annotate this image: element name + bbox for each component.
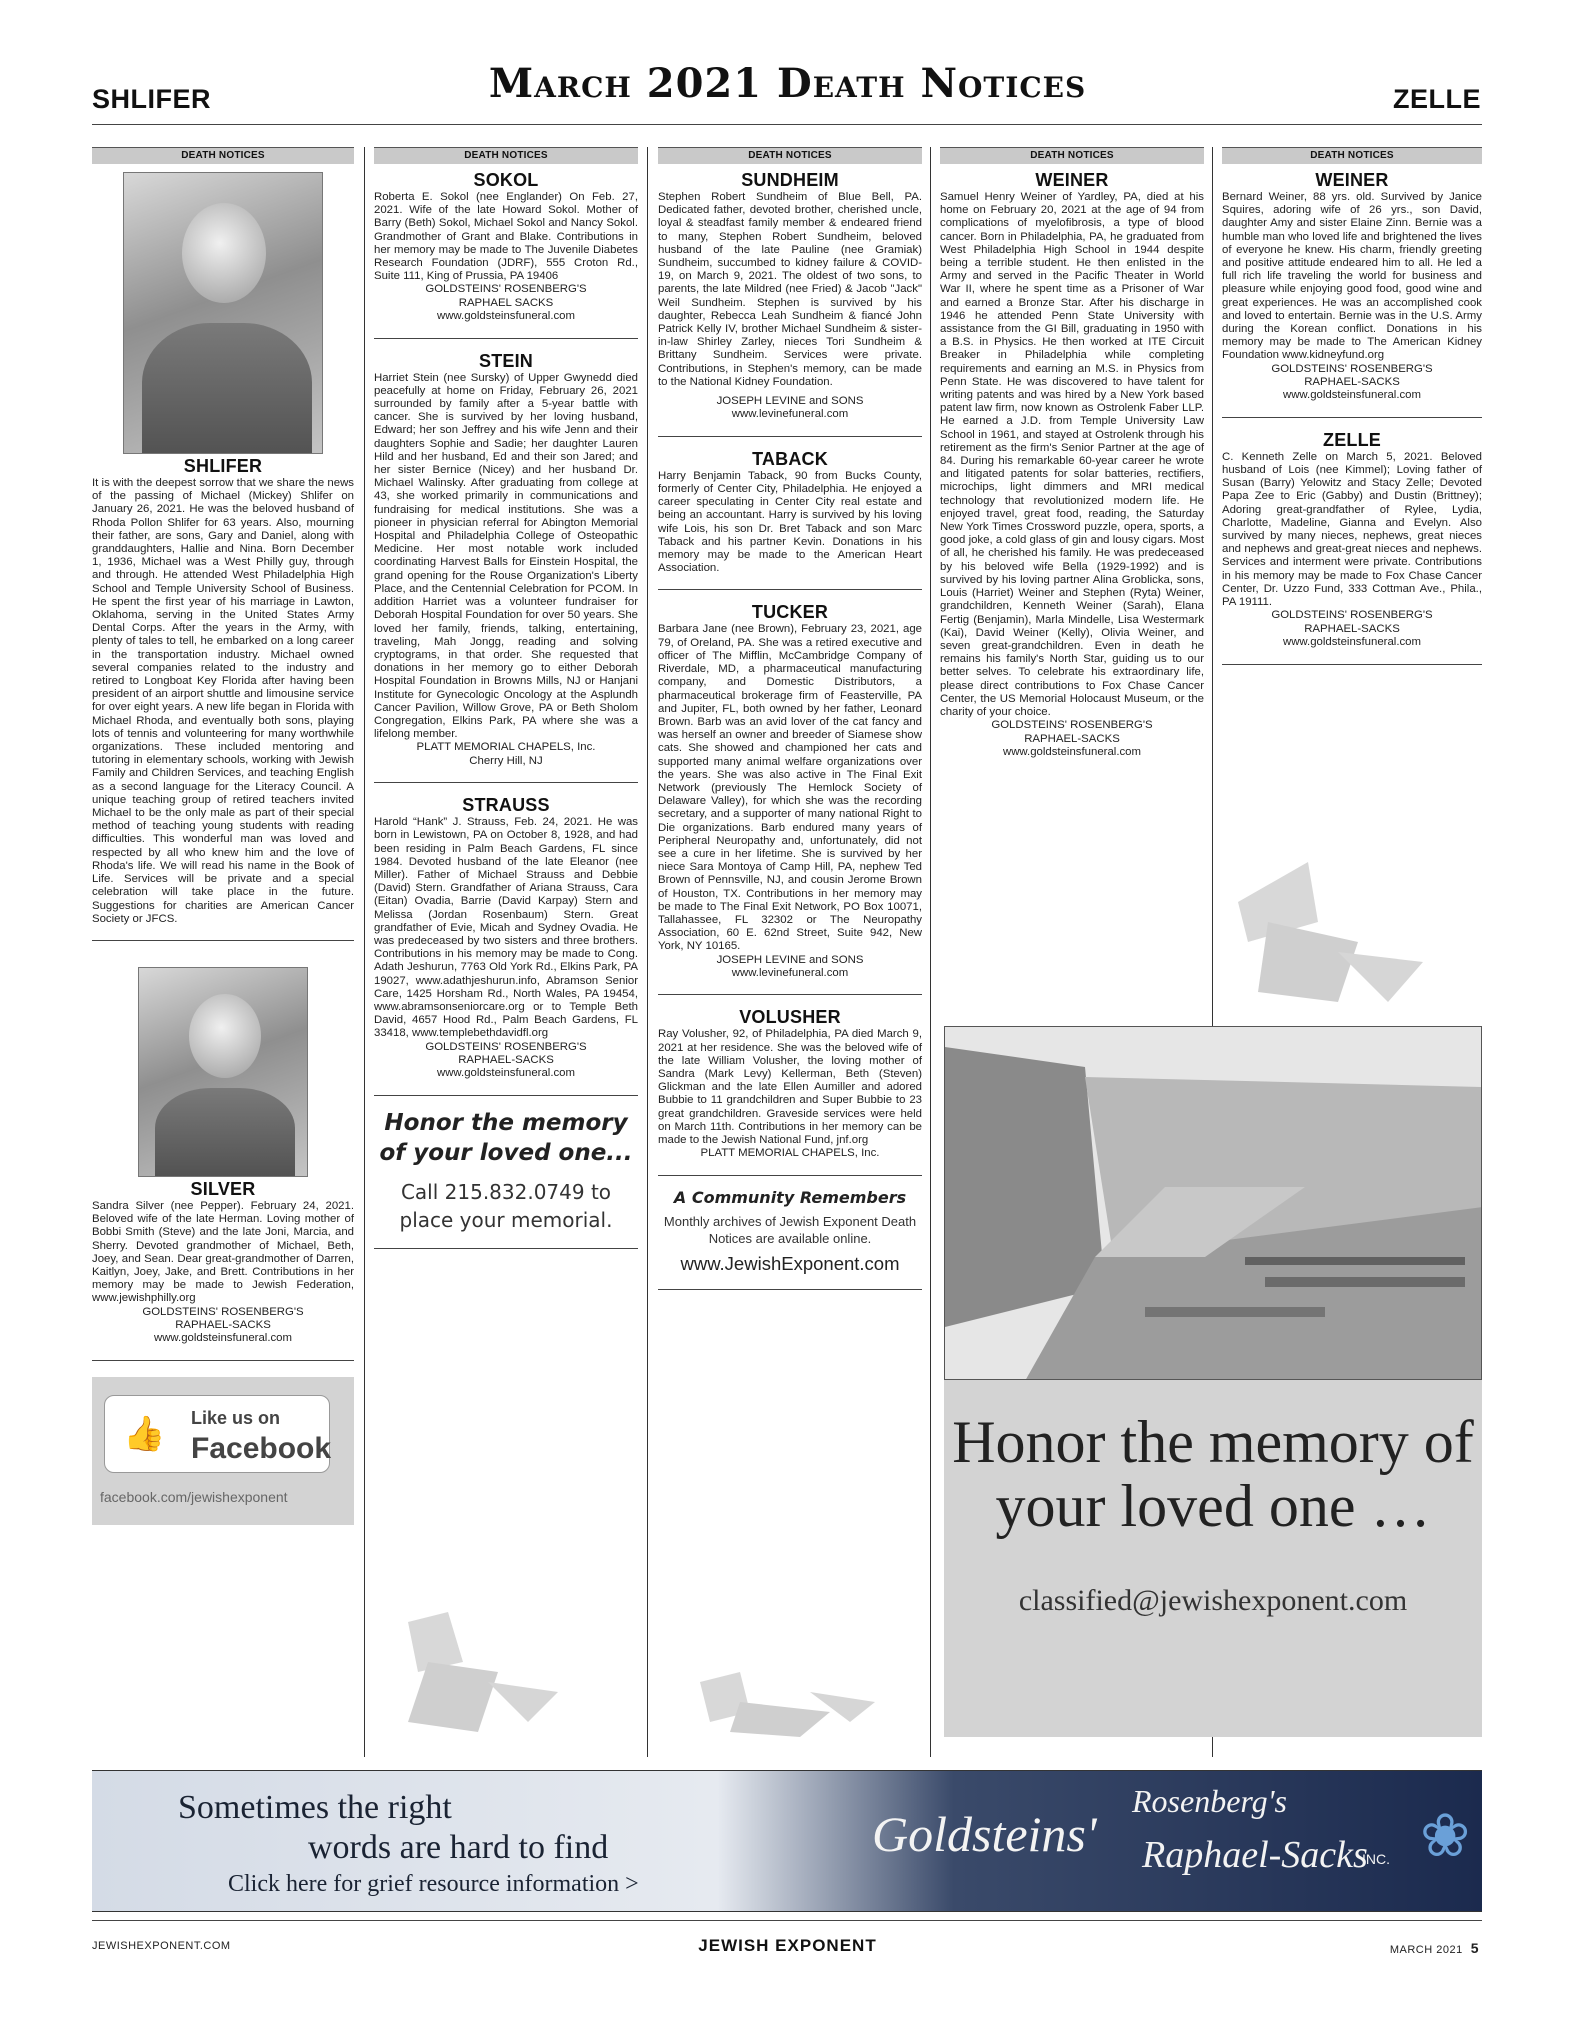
banner-logo-raphael-sacks: Raphael-Sacks: [1142, 1834, 1368, 1876]
memorial-ad-small[interactable]: [374, 1108, 638, 1234]
banner-line2: words are hard to find: [308, 1829, 609, 1866]
notice-body: Barbara Jane (nee Brown), February 23, 2021, age 79, of Oreland, PA. She was a retired executive and officer of The Mifflin, McCambridge Company of Riverdale, MD, a pharmaceutical manufacturing company, and Domestic Distributors, a pharmaceutical brokerage firm of Feasterville, PA and Jupiter, FL, both owned by her father, Leonard Brown. Barb was an avid lover of the cat fancy and was herself an owner and breeder of Siamese show cats. She showed and championed her cats and supported many animal welfare organizations over the years. She was also active in The Final Exit Network (previously The Hemlock Society of Delaware Valley), for which she was the recording secretary, and a supporter of many national Right to Die organizations. Barb endured many years of Peripheral Neuropathy and, unfortunately, did not see a cure in her lifetime. She is survived by her niece Sara Montoya of Camp Hill, PA, nephew Ted Brown of Pennsville, NJ, and cousin Jerome Brown of Houston, TX. Contributions in her memory may be made to The Final Exit Network, PO Box 10071, Tallahassee, FL 32302 or The Neuropathy Association, 60 E. 62nd Street, Suite 942, New York, NY 10165.: [658, 623, 922, 953]
funeral-home-link[interactable]: www.levinefuneral.com: [731, 408, 849, 421]
star-of-david-icon: [388, 1612, 568, 1752]
memorial-ad-call: Call 215.832.0749 to place your memorial.: [399, 1179, 613, 1232]
thumbs-up-icon: 👍: [123, 1414, 166, 1453]
funeral-home-link[interactable]: www.goldsteinsfuneral.com: [1282, 636, 1422, 649]
funeral-home-line: GOLDSTEINS' ROSENBERG'S: [991, 719, 1153, 732]
notice-name: STRAUSS: [462, 795, 550, 816]
memorial-ad-headline: Honor the memory of your loved one...: [379, 1109, 633, 1166]
funeral-home-link[interactable]: www.goldsteinsfuneral.com: [1002, 745, 1142, 758]
divider: [1222, 417, 1482, 418]
footer-website[interactable]: JEWISHEXPONENT.COM: [92, 1940, 231, 1952]
funeral-home-line: RAPHAEL SACKS: [458, 296, 554, 309]
column-divider: [647, 147, 648, 1757]
footer-rule: [92, 1920, 1482, 1921]
notice-body: Harry Benjamin Taback, 90 from Bucks County, formerly of Center City, Philadelphia. He enjoyed a career speculating in Center City real estate and being an accountant. Harry is survived by his loving wife Lois, his son Dr. Bret Taback and son Marc Taback and his partner Kevin. Donations in his memory may be made to the American Heart Association.: [658, 469, 922, 575]
page-number: 5: [1470, 1940, 1479, 1956]
running-head-right: ZELLE: [1393, 84, 1481, 114]
funeral-home-line: RAPHAEL-SACKS: [1304, 622, 1400, 635]
funeral-home-link[interactable]: www.goldsteinsfuneral.com: [436, 310, 576, 323]
memorial-ad-large[interactable]: [944, 1380, 1482, 1737]
divider: [658, 994, 922, 995]
notice-body: C. Kenneth Zelle on March 5, 2021. Beloved husband of Lois (nee Kimmel); Loving father of Susan (Barry) Yelowitz and Stacy Zelle; Devoted Papa Zee to Eric (Gabby) and Dustin (Brittney); Adoring great-grandfather of Rylee, Lydia, Charlotte, Madeline, Gianna and Evelyn. Also survived by many nieces, nephews, great nieces and nephews and great-great nieces and nephews. Services and interment were private. Contributions in his memory may be made to Fox Chase Cancer Center, Dr. Uzzo Fund, 333 Cottman Ave., Phila., PA 19111.: [1222, 450, 1482, 609]
notice-name: WEINER: [1035, 170, 1109, 190]
portrait-photo-shlifer: [123, 172, 323, 454]
notice-body: Ray Volusher, 92, of Philadelphia, PA died March 9, 2021 at her residence. She was the beloved wife of the late William Volusher, the loving mother of Sandra (Mark Levy) Kellerman, Beth (Steven) Glickman and the late Ellen Aumiller and adored Bubbie to 11 grandchildren and Super Bubbie to 23 great grandchildren. Graveside services were held on March 11th. Contributions in her memory can be made to the Jewish National Fund, jnf.org: [658, 1028, 922, 1146]
funeral-home-link[interactable]: www.levinefuneral.com: [731, 966, 849, 979]
notice-body: Harold “Hank” J. Strauss, Feb. 24, 2021. He was born in Lewistown, PA on October 8, 1928, and had been residing in Palm Beach Gardens, FL since 1984. Devoted husband of the late Eleanor (nee Miller). Father of Michael Strauss and Debbie (David) Stern. Grandfather of Ariana Strauss, Cara (Eitan) Ovadia, Barrie (David Karpay) Stern and Melissa (Jordan Rosenbaum) Stern. Great grandfather of Evie, Micah and Sydney Ovadia. He was predeceased by two sisters and three brothers. Contributions in his memory may be made to Cong. Adath Jeshurun, 7763 Old York Rd., Elkins Park, PA 19027, www.adathjeshurun.info, Abramson Senior Care, 1425 Horsham Rd., North Wales, PA 19454, www.abramsonseniorcare.org or to Temple Beth David, 4657 Hood Rd., Palm Beach Gardens, FL 33418, www.templebethdavidfl.org: [374, 816, 638, 1040]
classified-email[interactable]: classified@jewishexponent.com: [1018, 1584, 1408, 1617]
community-ad-url[interactable]: www.JewishExponent.com: [680, 1252, 900, 1274]
funeral-home-line: RAPHAEL-SACKS: [458, 1054, 554, 1066]
notice-name: SUNDHEIM: [741, 170, 839, 190]
star-of-david-icon: [1228, 862, 1428, 1012]
funeral-home-line: GOLDSTEINS' ROSENBERG'S: [1271, 609, 1433, 622]
notice-body: Bernard Weiner, 88 yrs. old. Survived by Janice Squires, adoring wife of 26 yrs., son David, daughter Amy and sister Elaine Zinn. Bernie was a humble man who loved life and brightened the lives of everyone he knew. His charm, friendly greeting and positive attitude endeared him to all. He led a full rich life traveling the world for business and pleasure while enjoying good food, good wine and great experiences. He was an accomplished cook and loved to entertain. Bernie was in the U.S. Army during the Korean conflict. Donations in his memory may be made to The American Kidney Foundation www.kidneyfund.org: [1222, 191, 1482, 362]
notice-name: ZELLE: [1323, 429, 1381, 450]
memorial-ad-headline: Honor the memory of your loved one …: [952, 1409, 1474, 1539]
banner-logo-goldsteins: Goldsteins': [872, 1806, 1097, 1862]
funeral-home-line: PLATT MEMORIAL CHAPELS, Inc.: [700, 1147, 880, 1160]
footer-publication: JEWISH EXPONENT: [698, 1936, 877, 1955]
notice-body: It is with the deepest sorrow that we share the news of the passing of Michael (Mickey) Shlifer on January 26, 2021. He was the beloved husband of Rhoda Pollon Shlifer for 63 years. Also, mourning their father, are sons, Gary and Daniel, along with granddaughters, Hallie and Nina. Born December 1, 1936, Michael was a West Philly guy, through and through. He attended West Philadelphia High School and Temple University School of Business. He spent the first year of his marriage in Lawton, Oklahoma, serving in the United States Army Dental Corps. After the years in the Army, with plenty of tales to tell, he embarked on a long career in the transportation industry. Michael owned several companies related to the industry and retired to Longboat Key Florida after having been president of an airport shuttle and limousine service for over eight years. A new life began in Florida with Michael Rhoda, and eventually both sons, playing lots of tennis and volunteering for many worthwhile organizations. These included mentoring and tutoring in elementary schools, working with Jewish Family and Children Services, and teaching English as a second language for the Literacy Council. A unique teaching group of retired teachers invited Michael to be the only male as part of their special method of teaching young students with reading difficulties. This wonderful man was loved and respected by all who knew him and the love of Rhoda's life. We will read his name in the Book of Life. Services will be private and a special celebration will take place in the future. Suggestions for charities are American Cancer Society or JFCS.: [92, 477, 354, 925]
column-1: [92, 147, 354, 1525]
funeral-home-line: RAPHAEL-SACKS: [1024, 732, 1120, 745]
page-title: March 2021 Death Notices: [488, 60, 1087, 107]
column-4: [940, 147, 1204, 759]
notice-name: TABACK: [752, 448, 828, 469]
funeral-home-line: RAPHAEL-SACKS: [175, 1318, 271, 1331]
funeral-home-link[interactable]: www.goldsteinsfuneral.com: [1282, 389, 1422, 402]
footer-date: [1390, 1940, 1479, 1956]
community-remembers-ad[interactable]: [658, 1188, 922, 1275]
column-divider: [364, 147, 365, 1757]
notice-body: Samuel Henry Weiner of Yardley, PA, died at his home on February 20, 2021 at the age of 94 from complications of myelofibrosis, a type of blood cancer. Born in Philadelphia, PA, he graduated from West Philadelphia High School in 1944 despite being a terrible student. He then enlisted in the Army and served in the Pacific Theater in World War II, where he spent time as a Prisoner of War and earned a Bronze Star. After his discharge in 1946 he attended Penn State University with assistance from the GI Bill, graduating in 1950 with a B.S. in Physics. He then worked at ITE Circuit Breaker in Philadelphia while completing requirements and earning an M.S. in Physics from Penn State. He was discovered to have talent for writing patents and was hired by a New York based patent law firm, now known as Ostrolenk Faber LLP. He earned a J.D. from Temple University Law School in 1961, and stayed at Ostrolenk through his retirement as the firm's Senior Partner at the age of 84. During his remarkable 60-year career he wrote and litigated patents for solar batteries, rectifiers, microchips, light dimmers and MRI medical technology that revolutionized modern life. He enjoyed travel, great food, reading, the Saturday New York Times Crossword puzzle, opera, sports, a good joke, a cold glass of gin and lousy cigars. Most of all, he cherished his family. He was predeceased by his beloved wife Bella (1929-1992) and is survived by his loving partner Alina Groblicka, sons, Louis (Harriet) Weiner and Stephen (Ryta) Weiner, grandchildren, Kenneth Weiner (Sarah), Elana Fertig (Benjamin), Marla Mindelle, Lisa Westermark (Kai), David Weiner (Kelly), Olivia Weiner, and seven great-grandchildren. Even in death he remains his family's North Star, guiding us to our better selves. To celebrate his extraordinary life, please direct contributions to Fox Chase Cancer Center, the US Memorial Holocaust Museum, or the charity of your choice.: [940, 191, 1204, 718]
banner-logo-rosenbergs: Rosenberg's: [1132, 1783, 1287, 1819]
column-5: [1222, 147, 1482, 677]
section-label: DEATH NOTICES: [374, 147, 638, 164]
funeral-home-link[interactable]: www.goldsteinsfuneral.com: [436, 1067, 576, 1080]
funeral-home-line: GOLDSTEINS' ROSENBERG'S: [1271, 362, 1433, 375]
divider: [374, 338, 638, 339]
divider: [658, 1289, 922, 1290]
notice-body: Roberta E. Sokol (nee Englander) On Feb. 27, 2021. Wife of the late Howard Sokol. Mother of Barry (Beth) Sokol, Michael Sokol and Nancy Sokol. Grandmother of Grant and Blake. Contributions in her memory may be made to The Juvenile Diabetes Research Foundation (JDRF), 555 Croton Rd., Suite 111, King of Prussia, PA 19406: [374, 191, 638, 283]
notice-name: WEINER: [1315, 170, 1389, 190]
divider: [658, 436, 922, 437]
running-head-left: SHLIFER: [92, 84, 212, 114]
notice-name: VOLUSHER: [739, 1007, 841, 1028]
notice-name: STEIN: [478, 350, 533, 371]
notice-body: Stephen Robert Sundheim of Blue Bell, PA. Dedicated father, devoted brother, cherished uncle, loyal & steadfast family member & endeared friend to many, Stephen Robert Sundheim, beloved husband of the late Pauline (nee Gramiak) Sundheim, succumbed to kidney failure & COVID-19, on March 9, 2021. The oldest of two sons, to parents, the late Mildred (nee Fried) & Jacob "Jack" Weil Sundheim. Stephen is survived by his daughter, Rebecca Leah Sundheim & fiancé John Patrick Kelly IV, brother Michael Sundheim & sister-in-law Shirley Zarley, nieces Tori Sundheim & Brittany Sundheim. Services were private. Contributions, in Stephen's memory, can be made to the National Kidney Foundation.: [658, 191, 922, 388]
notice-name: SOKOL: [473, 170, 539, 190]
masthead-rule: [92, 124, 1482, 125]
funeral-home-line: GOLDSTEINS' ROSENBERG'S: [425, 283, 587, 296]
section-label: DEATH NOTICES: [92, 147, 354, 164]
section-label: DEATH NOTICES: [658, 147, 922, 164]
funeral-home-line: GOLDSTEINS' ROSENBERG'S: [142, 1305, 304, 1318]
divider: [92, 940, 354, 941]
funeral-home-line: JOSEPH LEVINE and SONS: [716, 395, 864, 408]
funeral-home-line: GOLDSTEINS' ROSENBERG'S: [425, 1040, 587, 1053]
facebook-like-box: [104, 1395, 330, 1473]
footer-issue: MARCH 2021: [1389, 1944, 1463, 1956]
facebook-ad-line1: Like us on: [191, 1407, 281, 1428]
notice-body: Harriet Stein (nee Sursky) of Upper Gwynedd died peacefully at home on Friday, February 26, 2021 surrounded by family after a 5-year battle with cancer. She is survived by her loving husband, Edward; her son Jeffrey and his wife Jenn and their daughters Sophie and Sadie; her daughter Lauren Hild and her husband, Ed and their son Jared; and her sister Bernice (Nicey) and her husband Dr. Michael Walinsky. After graduating from college at 43, she worked primarily in communications and fundraising for medical institutions. She was a pioneer in physician referral for Abington Memorial Hospital and Philadelphia College of Osteopathic Medicine. Her most notable work included coordinating Harvest Balls for Einstein Hospital, the grand opening for the Rouse Organization's Liberty Place, and the Centennial Celebration for PCOM. In addition Harriet was a volunteer fundraiser for Deborah Hospital Foundation for over 50 years. She loved her family, friends, talking, entertaining, traveling, Mah Jongg, reading and solving cryptograms, in that order. She requested that donations in her memory go to either Deborah Hospital Foundation in Browns Mills, NJ or Hanjani Institute for Gynecologic Oncology at the Asplundh Cancer Pavilion, Willow Grove, PA or Beth Sholom Congregation, Elkins Park, PA where she was a lifelong member.: [374, 371, 638, 741]
facebook-url[interactable]: facebook.com/jewishexponent: [100, 1488, 288, 1505]
banner-logo-inc: INC.: [1362, 1851, 1390, 1867]
divider: [374, 1248, 638, 1249]
portrait-photo-silver: [138, 967, 308, 1177]
divider: [658, 1175, 922, 1176]
divider: [374, 782, 638, 783]
column-divider: [930, 147, 931, 1757]
divider: [658, 589, 922, 590]
notice-name: SHLIFER: [183, 456, 263, 476]
funeral-home-line: JOSEPH LEVINE and SONS: [716, 953, 864, 966]
banner-cta[interactable]: Click here for grief resource information >: [228, 1871, 639, 1897]
grief-resource-banner[interactable]: [92, 1770, 1482, 1912]
funeral-home-line: PLATT MEMORIAL CHAPELS, Inc.: [416, 741, 596, 754]
notice-name: SILVER: [190, 1178, 256, 1199]
funeral-home-line: RAPHAEL-SACKS: [1304, 376, 1400, 389]
section-label: DEATH NOTICES: [1222, 147, 1482, 164]
banner-line1: Sometimes the right: [178, 1789, 452, 1826]
funeral-home-link[interactable]: www.goldsteinsfuneral.com: [153, 1332, 293, 1345]
community-ad-title: A Community Remembers: [673, 1187, 907, 1207]
divider: [92, 1360, 354, 1361]
funeral-home-line: Cherry Hill, NJ: [469, 754, 543, 767]
community-ad-text: Monthly archives of Jewish Exponent Death Notices are available online.: [663, 1213, 917, 1246]
column-2: [374, 147, 638, 1261]
column-3: [658, 147, 922, 1302]
flame-icon: ❀: [1420, 1802, 1471, 1869]
facebook-ad[interactable]: [92, 1377, 354, 1525]
section-label: DEATH NOTICES: [940, 147, 1204, 164]
notice-body: Sandra Silver (nee Pepper). February 24, 2021. Beloved wife of the late Herman. Loving mother of Bobbi Smith (Steve) and the late Joni, Marcia, and Sherry. Devoted grandmother of Michael, Beth, Joey, and Sean. Dear great-grandmother of Darren, Kaitlyn, Joey, Jake, and Brett. Contributions in her memory may be made to Jewish Federation, www.jewishphilly.org: [92, 1199, 354, 1305]
divider: [1222, 664, 1482, 665]
divider: [374, 1095, 638, 1096]
facebook-ad-line2: Facebook: [191, 1431, 332, 1465]
western-wall-photo: [944, 1026, 1482, 1380]
star-of-david-icon: [680, 1662, 880, 1742]
notice-name: TUCKER: [751, 602, 829, 623]
